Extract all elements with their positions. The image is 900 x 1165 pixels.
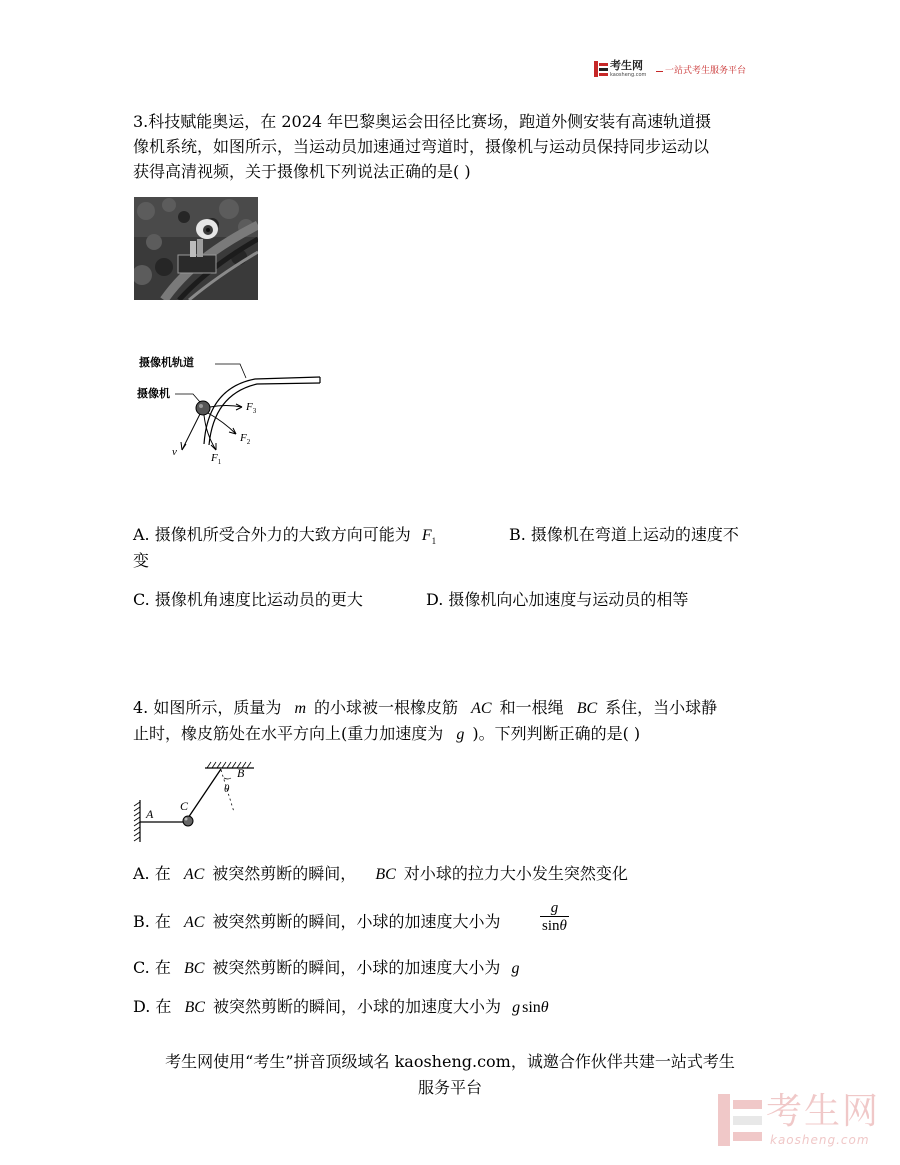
q3-option-a: A. 摄像机所受合外力的大致方向可能为 $F_1$ xyxy=(133,525,437,547)
force-f3-label: $F_3$ xyxy=(246,401,257,416)
q3-line-1: 3.科技赋能奥运，在 2024 年巴黎奥运会田径比赛场，跑道外侧安装有高速轨道摄 xyxy=(133,112,712,131)
track-diagram-lines xyxy=(130,352,330,474)
q3-line-2: 像机系统，如图所示，当运动员加速通过弯道时，摄像机与运动员保持同步运动以 xyxy=(133,137,710,156)
q3-option-b-line-1: B. 摄像机在弯道上运动的速度不 xyxy=(509,525,739,544)
q3-option-d: D. 摄像机向心加速度与运动员的相等 xyxy=(426,590,689,609)
point-c-label: C xyxy=(180,799,189,813)
camera-track-photo xyxy=(134,197,258,300)
q3-option-c: C. 摄像机角速度比运动员的更大 xyxy=(133,590,363,609)
logo-name: 考生网 xyxy=(610,59,643,72)
point-a-label: A xyxy=(146,807,154,821)
q4-option-b-fraction: $\frac{g}{\sin\theta}$ xyxy=(542,900,567,934)
q4-option-a: A. 在 AC 被突然剪断的瞬间， BC 对小球的拉力大小发生突然变化 xyxy=(133,864,628,883)
q4-line-1: 4. 如图所示，质量为 m 的小球被一根橡皮筋 AC 和一根绳 BC 系住，当小球静 xyxy=(133,698,718,717)
q3-option-b-line-2: 变 xyxy=(133,551,150,570)
logo-slogan: 一站式考生服务平台 xyxy=(665,66,747,76)
q3-line-3: 获得高清视频，关于摄像机下列说法正确的是( ) xyxy=(133,162,471,181)
point-b-label: B xyxy=(237,766,245,780)
q4-option-b: B. 在 AC 被突然剪断的瞬间，小球的加速度大小为 xyxy=(133,912,501,931)
track-label: 摄像机轨道 xyxy=(139,356,194,369)
kaosheng-logo-icon xyxy=(594,61,608,77)
theta-label: θ xyxy=(224,783,230,795)
q4-option-c: C. 在 BC 被突然剪断的瞬间，小球的加速度大小为 g xyxy=(133,958,520,977)
watermark-domain: kaosheng.com xyxy=(770,1133,870,1147)
force-f2-label: $F_2$ xyxy=(240,432,251,447)
kaosheng-watermark-icon xyxy=(718,1094,762,1146)
q4-line-2: 止时，橡皮筋处在水平方向上(重力加速度为 g )。下列判断正确的是( ) xyxy=(133,724,641,743)
force-f1-label: $F_1$ xyxy=(211,452,222,467)
velocity-label: v xyxy=(172,446,177,458)
logo-divider xyxy=(656,71,663,72)
q4-option-d: D. 在 BC 被突然剪断的瞬间，小球的加速度大小为 g sinθ xyxy=(133,997,549,1016)
footer-line-2: 服务平台 xyxy=(417,1078,482,1097)
footer-line-1: 考生网使用“考生”拼音顶级域名 kaosheng.com，诚邀合作伙伴共建一站式考生 xyxy=(165,1052,735,1071)
logo-domain: kaosheng.com xyxy=(610,72,647,78)
camera-label: 摄像机 xyxy=(137,387,170,400)
watermark-name: 考生网 xyxy=(766,1091,881,1132)
